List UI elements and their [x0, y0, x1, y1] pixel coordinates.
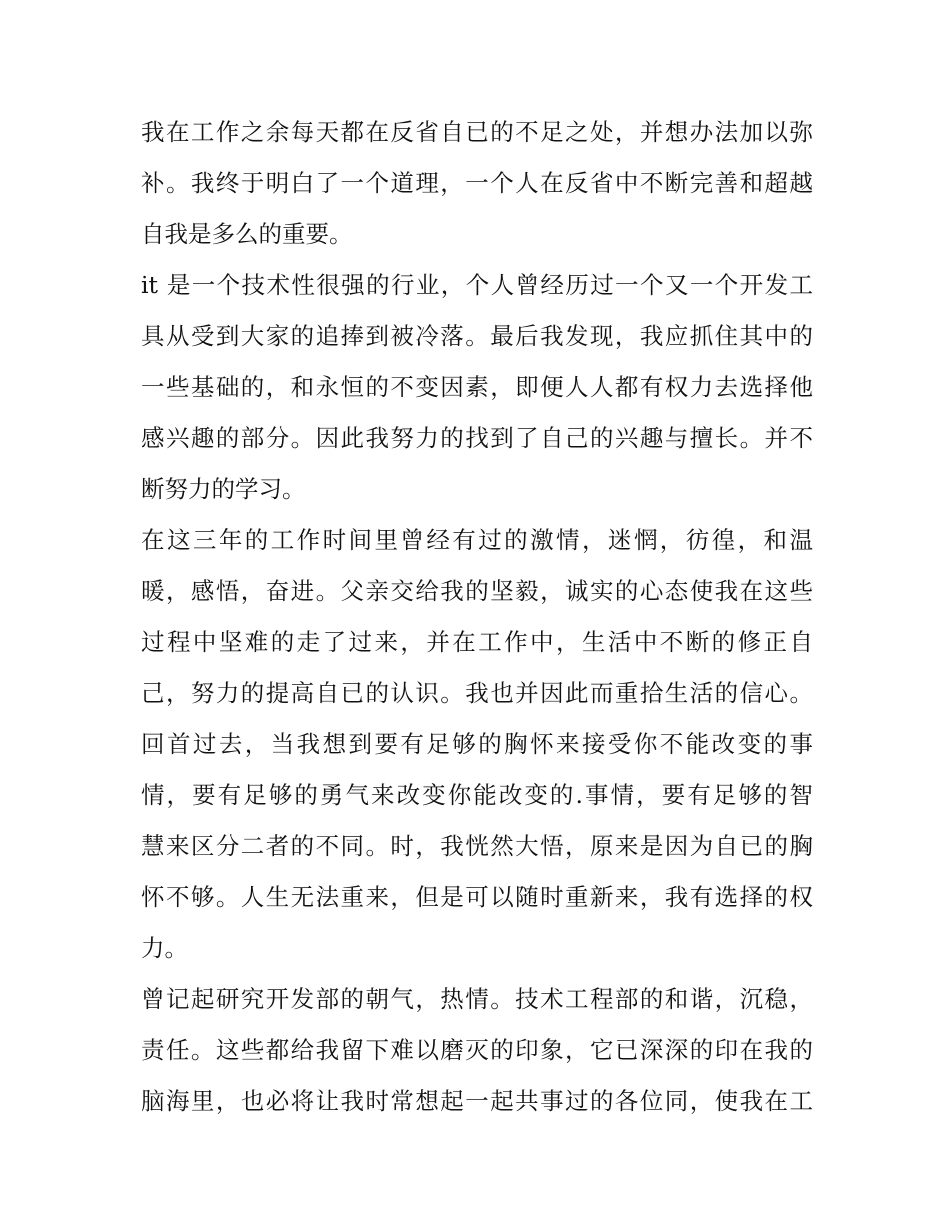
- text-line: 责任。这些都给我留下难以磨灭的印象，它已深深的印在我的: [141, 1036, 813, 1064]
- text-line: 暖，感悟，奋进。父亲交给我的坚毅，诚实的心态使我在这些: [141, 577, 813, 605]
- text-line: 补。我终于明白了一个道理，一个人在反省中不断完善和超越: [141, 169, 813, 197]
- text-line: 过程中坚难的走了过来，并在工作中，生活中不断的修正自: [141, 628, 813, 656]
- paragraph-3: [141, 515, 813, 974]
- text-line: 己，努力的提高自已的认识。我也并因此而重拾生活的信心。: [141, 679, 813, 707]
- text-line: 一些基础的，和永恒的不变因素，即便人人都有权力去选择他: [141, 373, 813, 401]
- text-line: 慧来区分二者的不同。时，我恍然大悟，原来是因为自已的胸: [141, 832, 813, 860]
- text-line: 曾记起研究开发部的朝气，热情。技术工程部的和谐，沉稳，: [141, 985, 813, 1013]
- text-line: 我在工作之余每天都在反省自已的不足之处，并想办法加以弥: [141, 118, 813, 146]
- paragraph-4: [141, 974, 813, 1127]
- text-line: 感兴趣的部分。因此我努力的找到了自己的兴趣与擅长。并不: [141, 424, 813, 452]
- text-line: 力。: [141, 934, 188, 962]
- text-line: 脑海里，也必将让我时常想起一起共事过的各位同，使我在工: [141, 1087, 813, 1115]
- text-line: 怀不够。人生无法重来，但是可以随时重新来，我有选择的权: [141, 883, 813, 911]
- text-line: 具从受到大家的追捧到被冷落。最后我发现，我应抓住其中的: [141, 322, 813, 350]
- text-line: 断努力的学习。: [141, 475, 306, 503]
- document-body: [141, 107, 813, 1127]
- text-line: 自我是多么的重要。: [141, 220, 353, 248]
- text-line: 情，要有足够的勇气来改变你能改变的.事情，要有足够的智: [141, 781, 813, 809]
- paragraph-1: [141, 107, 813, 260]
- paragraph-2: [141, 260, 813, 515]
- text-line: 回首过去，当我想到要有足够的胸怀来接受你不能改变的事: [141, 730, 813, 758]
- text-line: 在这三年的工作时间里曾经有过的激情，迷惘，彷徨，和温: [141, 526, 813, 554]
- text-line: it 是一个技术性很强的行业，个人曾经历过一个又一个开发工: [141, 271, 813, 299]
